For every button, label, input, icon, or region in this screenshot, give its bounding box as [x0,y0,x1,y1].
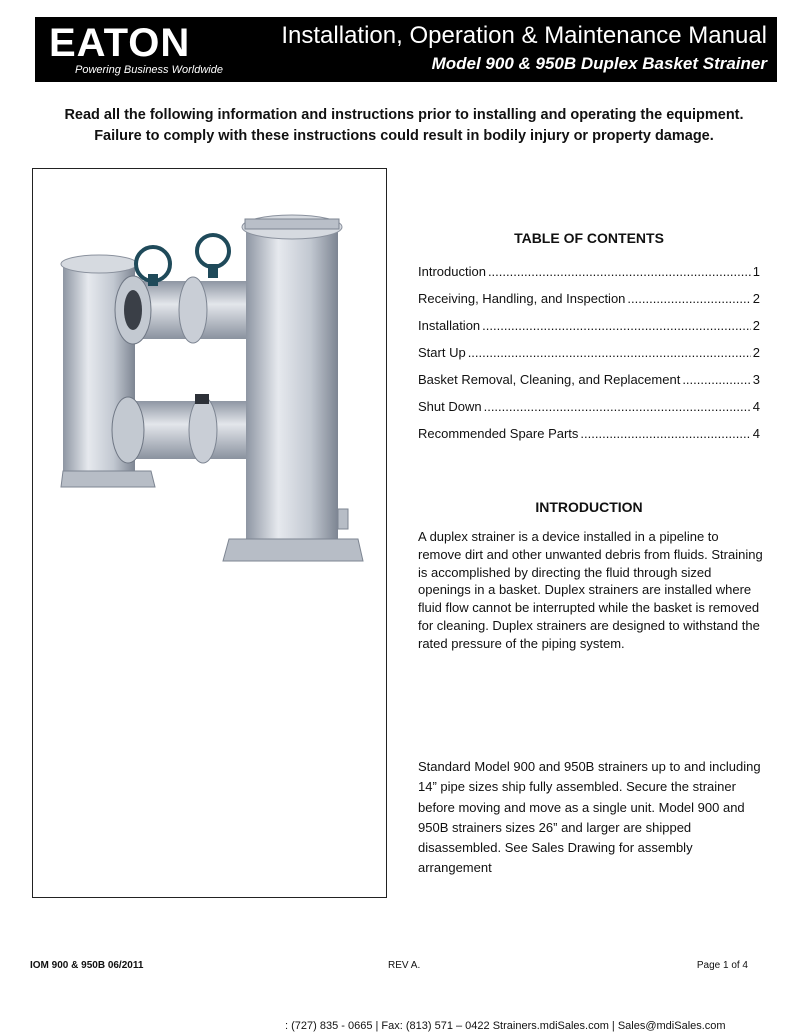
revision: REV A. [388,960,421,971]
contact-info: : (727) 835 - 0665 | Fax: (813) 571 – 0422 Strainers.mdiSales.com | Sales@mdiSales.com [285,1020,726,1032]
warning-line-1: Read all the following information and instructions prior to installing and operating the equipment. [64,107,744,123]
introduction-paragraph: A duplex strainer is a device installed in a pipeline to remove dirt and other unwanted debris from fluids. Straining is accomplished by directing the fluid through sized openings in a basket. Duplex strainers are installed where fluid flow cannot be interrupted while the basket is removed for cleaning. Duplex strainers are designed to withstand the rated pressure of the piping system. [418,529,763,651]
toc-item-start-up[interactable]: Start Up ..... 2 [418,345,760,372]
shipping-paragraph: Standard Model 900 and 950B strainers up to and including 14” pipe sizes ship fully assembled. Secure the strainer before moving and move as a single unit. Model 900 and 950B strainers sizes 26” and larger are shipped disassembled. See Sales Drawing for assembly arrangement [418,759,761,876]
duplex-strainer-illustration [33,169,388,899]
document-header [35,17,777,82]
strainer-photo [32,168,387,898]
logo-tagline: Powering Business Worldwide [75,64,223,76]
table-of-contents [418,264,760,453]
page-footer [30,960,748,976]
toc-item-introduction[interactable]: Introduction ..... 1 [418,264,760,291]
safety-warning [40,105,768,147]
handwheel-icon [197,235,229,267]
toc-item-shut-down[interactable]: Shut Down ..... 4 [418,399,760,426]
toc-item-receiving[interactable]: Receiving, Handling, and Inspection ..... 2 [418,291,760,318]
document-id: IOM 900 & 950B 06/2011 [30,960,144,971]
warning-line-2: Failure to comply with these instructions could result in bodily injury or property damage. [94,128,714,144]
toc-item-installation[interactable]: Installation ..... 2 [418,318,760,345]
toc-item-basket-removal[interactable]: Basket Removal, Cleaning, and Replacement ..... 3 [418,372,760,399]
toc-title: TABLE OF CONTENTS [514,230,664,246]
eaton-logo: EATON [49,21,191,65]
introduction-heading: INTRODUCTION [535,499,643,515]
toc-item-spare-parts[interactable]: Recommended Spare Parts ..... 4 [418,426,760,453]
model-subtitle: Model 900 & 950B Duplex Basket Strainer [431,54,767,73]
manual-title: Installation, Operation & Maintenance Manual [281,22,767,49]
page-number: Page 1 of 4 [696,960,748,971]
right-vessel [246,227,338,549]
